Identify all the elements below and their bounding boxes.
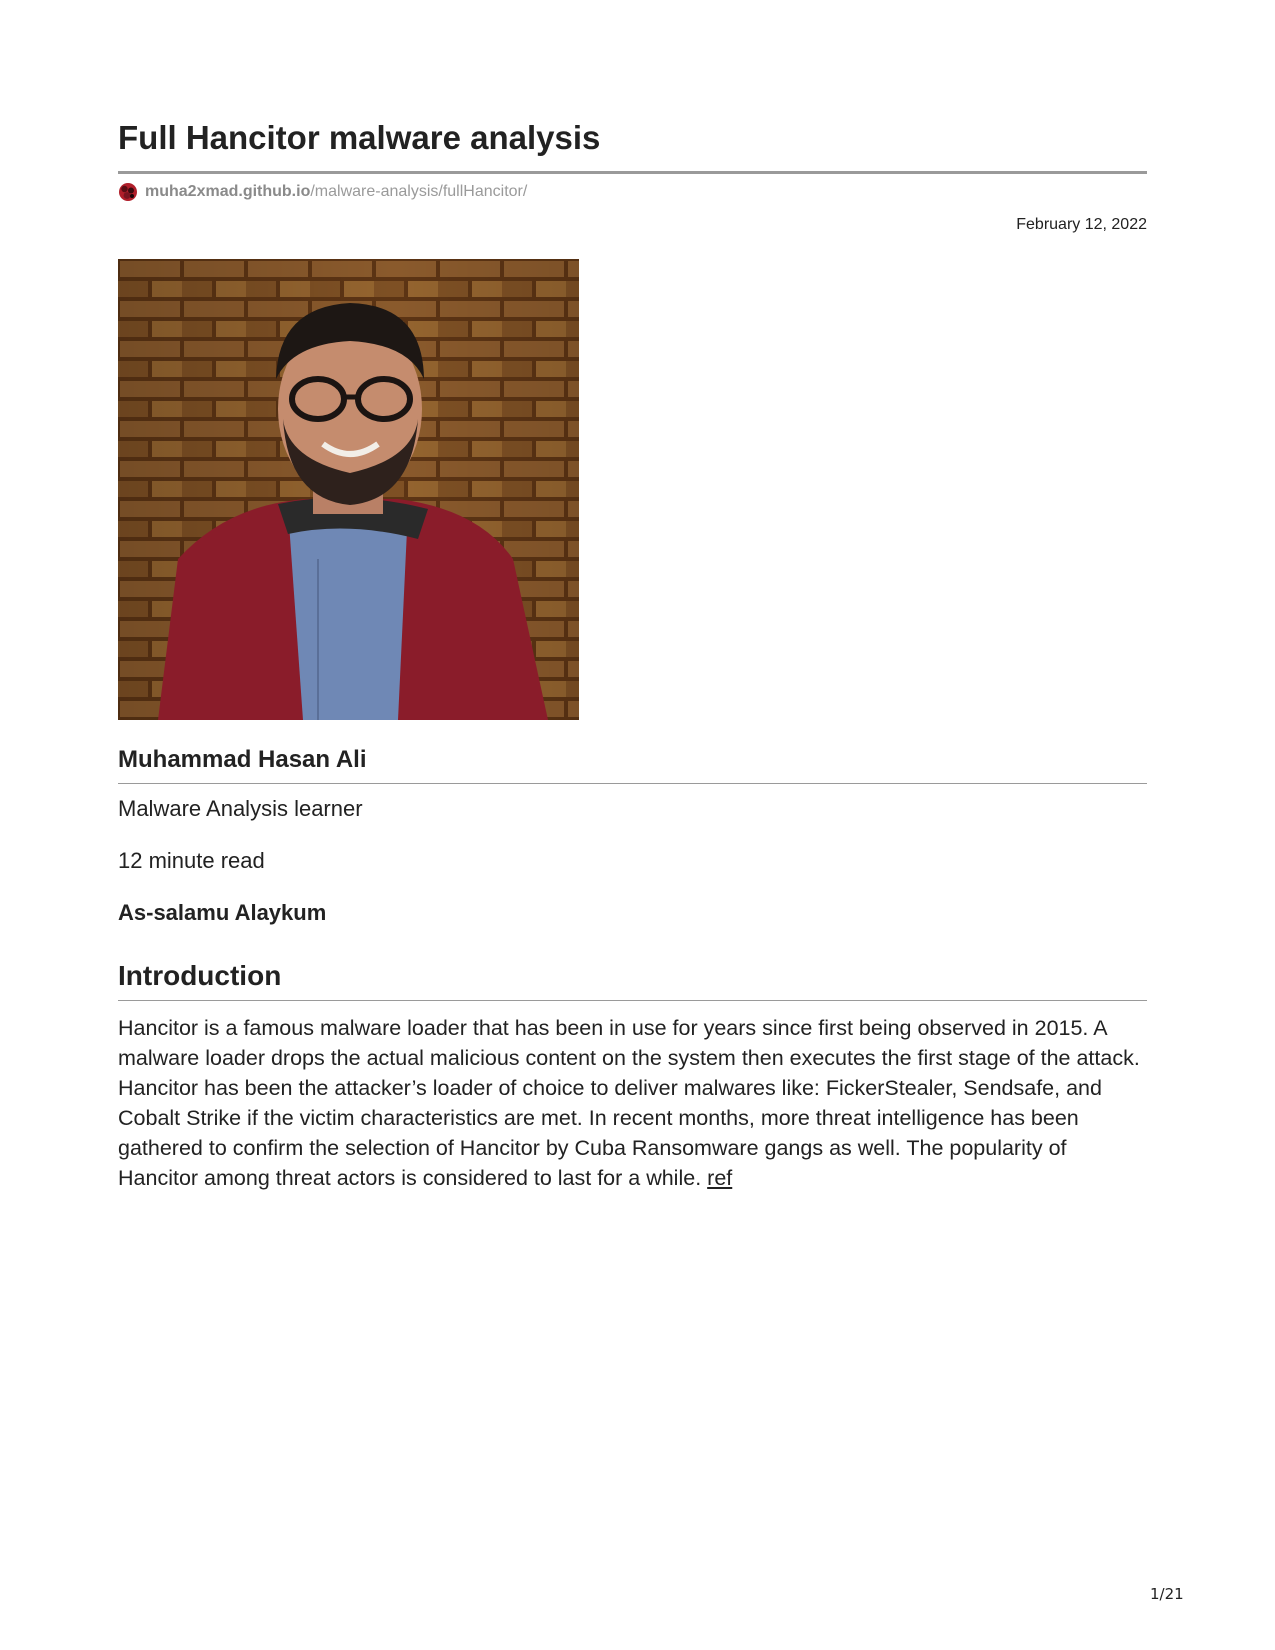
title-divider [118,171,1147,174]
ref-link[interactable]: ref [707,1166,733,1190]
author-name: Muhammad Hasan Ali [118,746,367,773]
source-path: /malware-analysis/fullHancitor/ [310,183,528,200]
author-divider [118,783,1147,784]
page-number: 1/21 [1150,1585,1184,1603]
site-favicon-icon [118,182,138,202]
read-time: 12 minute read [118,848,265,873]
section-divider [118,1000,1147,1001]
intro-paragraph [118,1013,1147,1193]
source-domain: muha2xmad.github.io [145,183,311,200]
source-url[interactable] [118,181,527,203]
section-heading-introduction: Introduction [118,960,282,991]
greeting: As-salamu Alaykum [118,900,327,925]
author-photo [118,259,579,720]
intro-text: Hancitor is a famous malware loader that has been in use for years since first being observed in 2015. A malware loader drops the actual malicious content on the system then executes the first stage of the attack. Hancitor has been the attacker’s loader of choice to deliver malwares like: FickerStealer, Sendsafe, and Cobalt Strike if the victim characteristics are met. In recent months, more threat intelligence has been gathered to confirm the selection of Hancitor by Cuba Ransomware gangs as well. The popularity of Hancitor among threat actors is considered to last for a while. [118,1016,1140,1190]
author-bio: Malware Analysis learner [118,796,363,821]
page-title: Full Hancitor malware analysis [118,119,601,156]
publish-date: February 12, 2022 [1016,216,1147,233]
